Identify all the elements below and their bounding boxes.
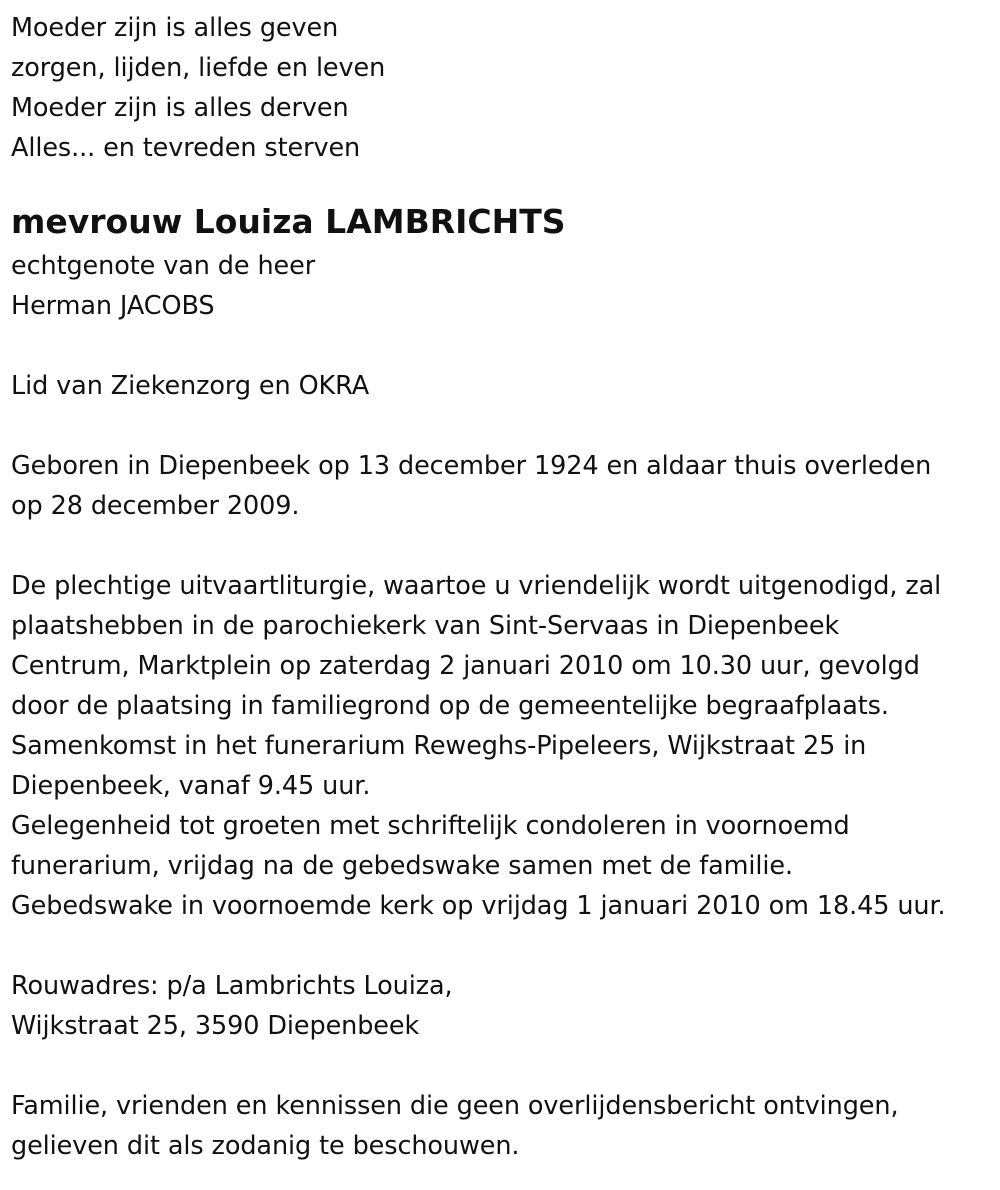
birth-death-info [11, 446, 1000, 526]
membership: Lid van Ziekenzorg en OKRA [11, 371, 370, 401]
spacer [11, 406, 1000, 446]
funeral-line: funerarium, vrijdag na de gebedswake samen met de familie. [11, 851, 793, 881]
funeral-line: Gelegenheid tot groeten met schriftelijk condoleren in voornoemd [11, 811, 850, 841]
closing-line: Familie, vrienden en kennissen die geen overlijdensbericht ontvingen, [11, 1091, 899, 1121]
poem [11, 8, 1000, 168]
funeral-line: Samenkomst in het funerarium Reweghs-Pipeleers, Wijkstraat 25 in [11, 731, 867, 761]
address-line: Rouwadres: p/a Lambrichts Louiza, [11, 971, 453, 1001]
funeral-info [11, 566, 1000, 926]
birth-death-line: op 28 december 2009. [11, 491, 300, 521]
spouse-line: echtgenote van de heer [11, 251, 316, 281]
mourning-address [11, 966, 1000, 1046]
closing-note [11, 1086, 1000, 1166]
spouse-line: Herman JACOBS [11, 291, 215, 321]
funeral-line: Gebedswake in voornoemde kerk op vrijdag 1 januari 2010 om 18.45 uur. [11, 891, 946, 921]
spouse-info [11, 246, 1000, 326]
closing-line: gelieven dit als zodanig te beschouwen. [11, 1131, 520, 1161]
poem-line: zorgen, lijden, liefde en leven [11, 53, 386, 83]
funeral-line: door de plaatsing in familiegrond op de gemeentelijke begraafplaats. [11, 691, 889, 721]
funeral-line: Centrum, Marktplein op zaterdag 2 januari 2010 om 10.30 uur, gevolgd [11, 651, 920, 681]
poem-line: Moeder zijn is alles derven [11, 93, 349, 123]
funeral-line: Diepenbeek, vanaf 9.45 uur. [11, 771, 371, 801]
deceased-name: mevrouw Louiza LAMBRICHTS [11, 202, 566, 241]
spacer [11, 1046, 1000, 1086]
poem-line: Moeder zijn is alles geven [11, 13, 339, 43]
address-line: Wijkstraat 25, 3590 Diepenbeek [11, 1011, 420, 1041]
spacer [11, 926, 1000, 966]
birth-death-line: Geboren in Diepenbeek op 13 december 1924 en aldaar thuis overleden [11, 451, 932, 481]
funeral-line: plaatshebben in de parochiekerk van Sint-Servaas in Diepenbeek [11, 611, 840, 641]
spacer [11, 526, 1000, 566]
spacer [11, 326, 1000, 366]
poem-line: Alles... en tevreden sterven [11, 133, 361, 163]
funeral-line: De plechtige uitvaartliturgie, waartoe u vriendelijk wordt uitgenodigd, zal [11, 571, 942, 601]
